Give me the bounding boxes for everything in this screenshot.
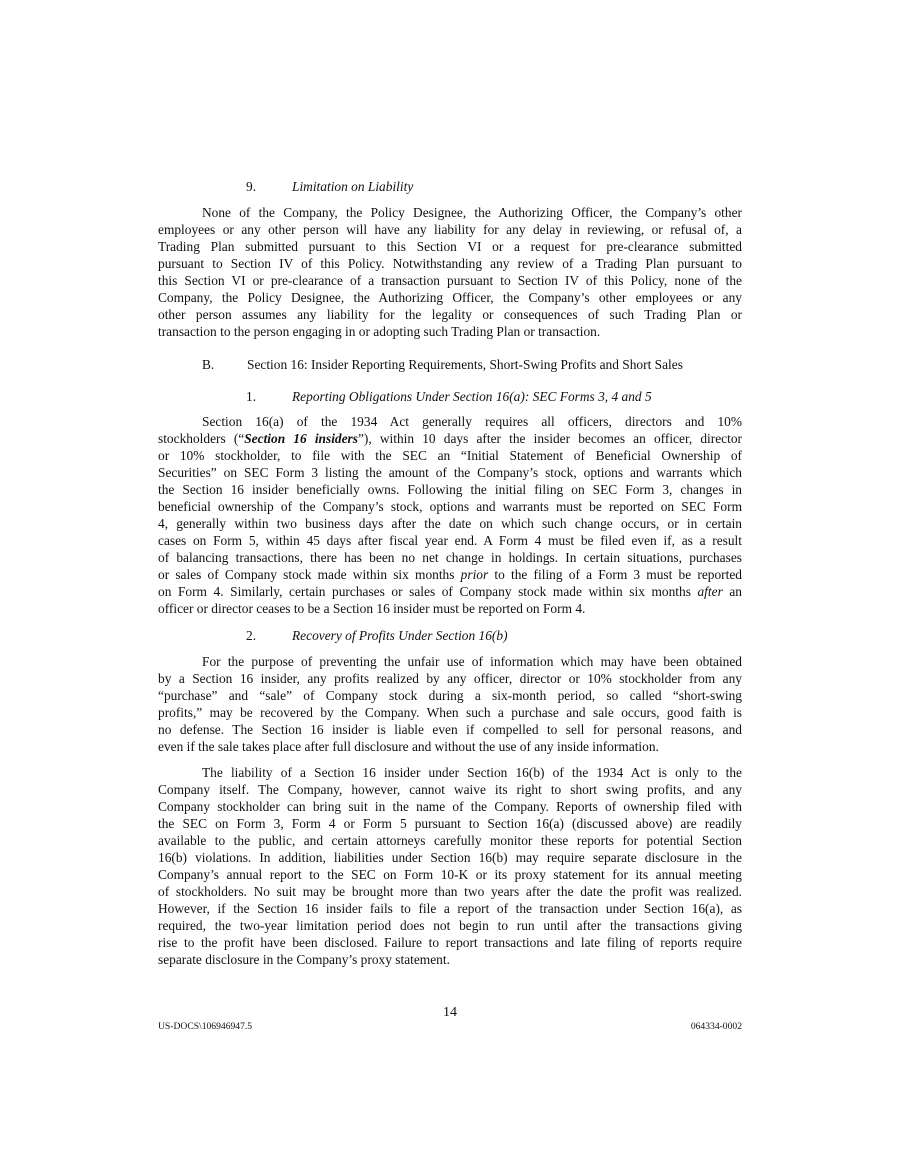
text-run: or sales of Company stock made within six months bbox=[158, 567, 461, 582]
paragraph-line: the Section 16 insider beneficially owns. Following the initial filing on SEC Form 3, changes in bbox=[158, 482, 742, 497]
paragraph-line: profits,” may be recovered by the Company. When such a purchase and sale occurs, good faith is bbox=[158, 705, 742, 720]
subsection-2-number: 2. bbox=[246, 628, 257, 643]
paragraph-line: even if the sale takes place after full disclosure and without the use of any inside information. bbox=[158, 739, 659, 754]
text-run: an bbox=[722, 584, 742, 599]
paragraph-line: Company’s annual report to the SEC on Form 10-K or its proxy statement for its annual meeting bbox=[158, 867, 742, 882]
paragraph-line: Company stockholder can bring suit in the name of the Company. Reports of ownership filed with bbox=[158, 799, 742, 814]
paragraph-line: by a Section 16 insider, any profits realized by any officer, director or 10% stockholder from any bbox=[158, 671, 742, 686]
section-9-number: 9. bbox=[246, 179, 257, 194]
paragraph-line: of stockholders. No suit may be brought more than two years after the date the profit was realized. bbox=[158, 884, 742, 899]
page-number: 14 bbox=[443, 1005, 457, 1020]
paragraph-line: 16(b) violations. In addition, liabilities under Section 16(b) may require separate disclosure in the bbox=[158, 850, 742, 865]
paragraph-line bbox=[158, 584, 742, 600]
paragraph-line bbox=[158, 567, 742, 583]
paragraph-line: no defense. The Section 16 insider is liable even if compelled to sell for personal reasons, and bbox=[158, 722, 742, 737]
paragraph-line: the SEC on Form 3, Form 4 or Form 5 pursuant to Section 16(a) (discussed above) are readily bbox=[158, 816, 742, 831]
subsection-1-title: Reporting Obligations Under Section 16(a): SEC Forms 3, 4 and 5 bbox=[292, 389, 652, 404]
paragraph-line: Company, the Policy Designee, the Authorizing Officer, the Company’s other employees or any bbox=[158, 290, 742, 305]
subsection-2-title: Recovery of Profits Under Section 16(b) bbox=[292, 628, 508, 643]
paragraph-line: available to the public, and certain attorneys carefully monitor these reports for potential Section bbox=[158, 833, 742, 848]
paragraph-line: Trading Plan submitted pursuant to this Section VI or a request for pre-clearance submitted bbox=[158, 239, 742, 254]
paragraph-line: officer or director ceases to be a Section 16 insider must be reported on Form 4. bbox=[158, 601, 586, 616]
section-9-title: Limitation on Liability bbox=[292, 179, 414, 194]
paragraph-line: required, the two-year limitation period does not begin to run until after the transactions giving bbox=[158, 918, 742, 933]
paragraph-line: However, if the Section 16 insider fails to file a report of the transaction under Section 16(a), as bbox=[158, 901, 742, 916]
text-run: stockholders (“ bbox=[158, 431, 245, 446]
paragraph-line: The liability of a Section 16 insider under Section 16(b) of the 1934 Act is only to the bbox=[202, 765, 742, 780]
defined-term: Section 16 insiders bbox=[244, 431, 358, 446]
emphasis: after bbox=[697, 584, 723, 599]
paragraph-line: pursuant to Section IV of this Policy. Notwithstanding any review of a Trading Plan pursuant to bbox=[158, 256, 742, 271]
paragraph-line: transaction to the person engaging in or adopting such Trading Plan or transaction. bbox=[158, 324, 601, 339]
paragraph-line: For the purpose of preventing the unfair use of information which may have been obtained bbox=[202, 654, 742, 669]
paragraph-line: 4, generally within two business days after the date on which such change occurs, or in certain bbox=[158, 516, 742, 531]
section-b-title: Section 16: Insider Reporting Requirements, Short-Swing Profits and Short Sales bbox=[247, 357, 683, 372]
paragraph-line: of balancing transactions, there has been no net change in holdings. In certain situations, purchases bbox=[158, 550, 742, 565]
paragraph-line: employees or any other person will have any liability for any delay in reviewing, or refusal of, a bbox=[158, 222, 742, 237]
paragraph-line bbox=[158, 431, 742, 447]
document-id: US-DOCS\106946947.5 bbox=[158, 1021, 253, 1032]
paragraph-line: rise to the profit have been disclosed. Failure to report transactions and late filing of reports require bbox=[158, 935, 742, 950]
text-run: ”), within 10 days after the insider becomes an officer, director bbox=[357, 431, 742, 446]
paragraph-line: other person assumes any liability for the legality or consequences of such Trading Plan or bbox=[158, 307, 742, 322]
paragraph-line: “purchase” and “sale” of Company stock during a six-month period, so called “short-swing bbox=[158, 688, 742, 703]
subsection-1-number: 1. bbox=[246, 389, 257, 404]
text-run: to the filing of a Form 3 must be reported bbox=[488, 567, 742, 582]
text-run: on Form 4. Similarly, certain purchases or sales of Company stock made within six months bbox=[158, 584, 698, 599]
paragraph-line: cases on Form 5, within 45 days after fiscal year end. A Form 4 must be filed even if, as a result bbox=[158, 533, 742, 548]
paragraph-line: or 10% stockholder, to file with the SEC an “Initial Statement of Beneficial Ownership of bbox=[158, 448, 742, 463]
paragraph-line: Company itself. The Company, however, cannot waive its right to short swing profits, and any bbox=[158, 782, 742, 797]
emphasis: prior bbox=[460, 567, 489, 582]
paragraph-line: None of the Company, the Policy Designee, the Authorizing Officer, the Company’s other bbox=[202, 205, 742, 220]
matter-number: 064334-0002 bbox=[690, 1021, 742, 1032]
paragraph-line: Securities” on SEC Form 3 listing the amount of the Company’s stock, options and warrants which bbox=[158, 465, 742, 480]
paragraph-line: Section 16(a) of the 1934 Act generally requires all officers, directors and 10% bbox=[202, 414, 742, 429]
paragraph-line: beneficial ownership of the Company’s stock, options and warrants must be reported on SEC Form bbox=[158, 499, 742, 514]
section-b-letter: B. bbox=[202, 357, 215, 372]
paragraph-line: separate disclosure in the Company’s proxy statement. bbox=[158, 952, 450, 967]
paragraph-line: this Section VI or pre-clearance of a transaction pursuant to Section IV of this Policy, none of the bbox=[158, 273, 742, 288]
